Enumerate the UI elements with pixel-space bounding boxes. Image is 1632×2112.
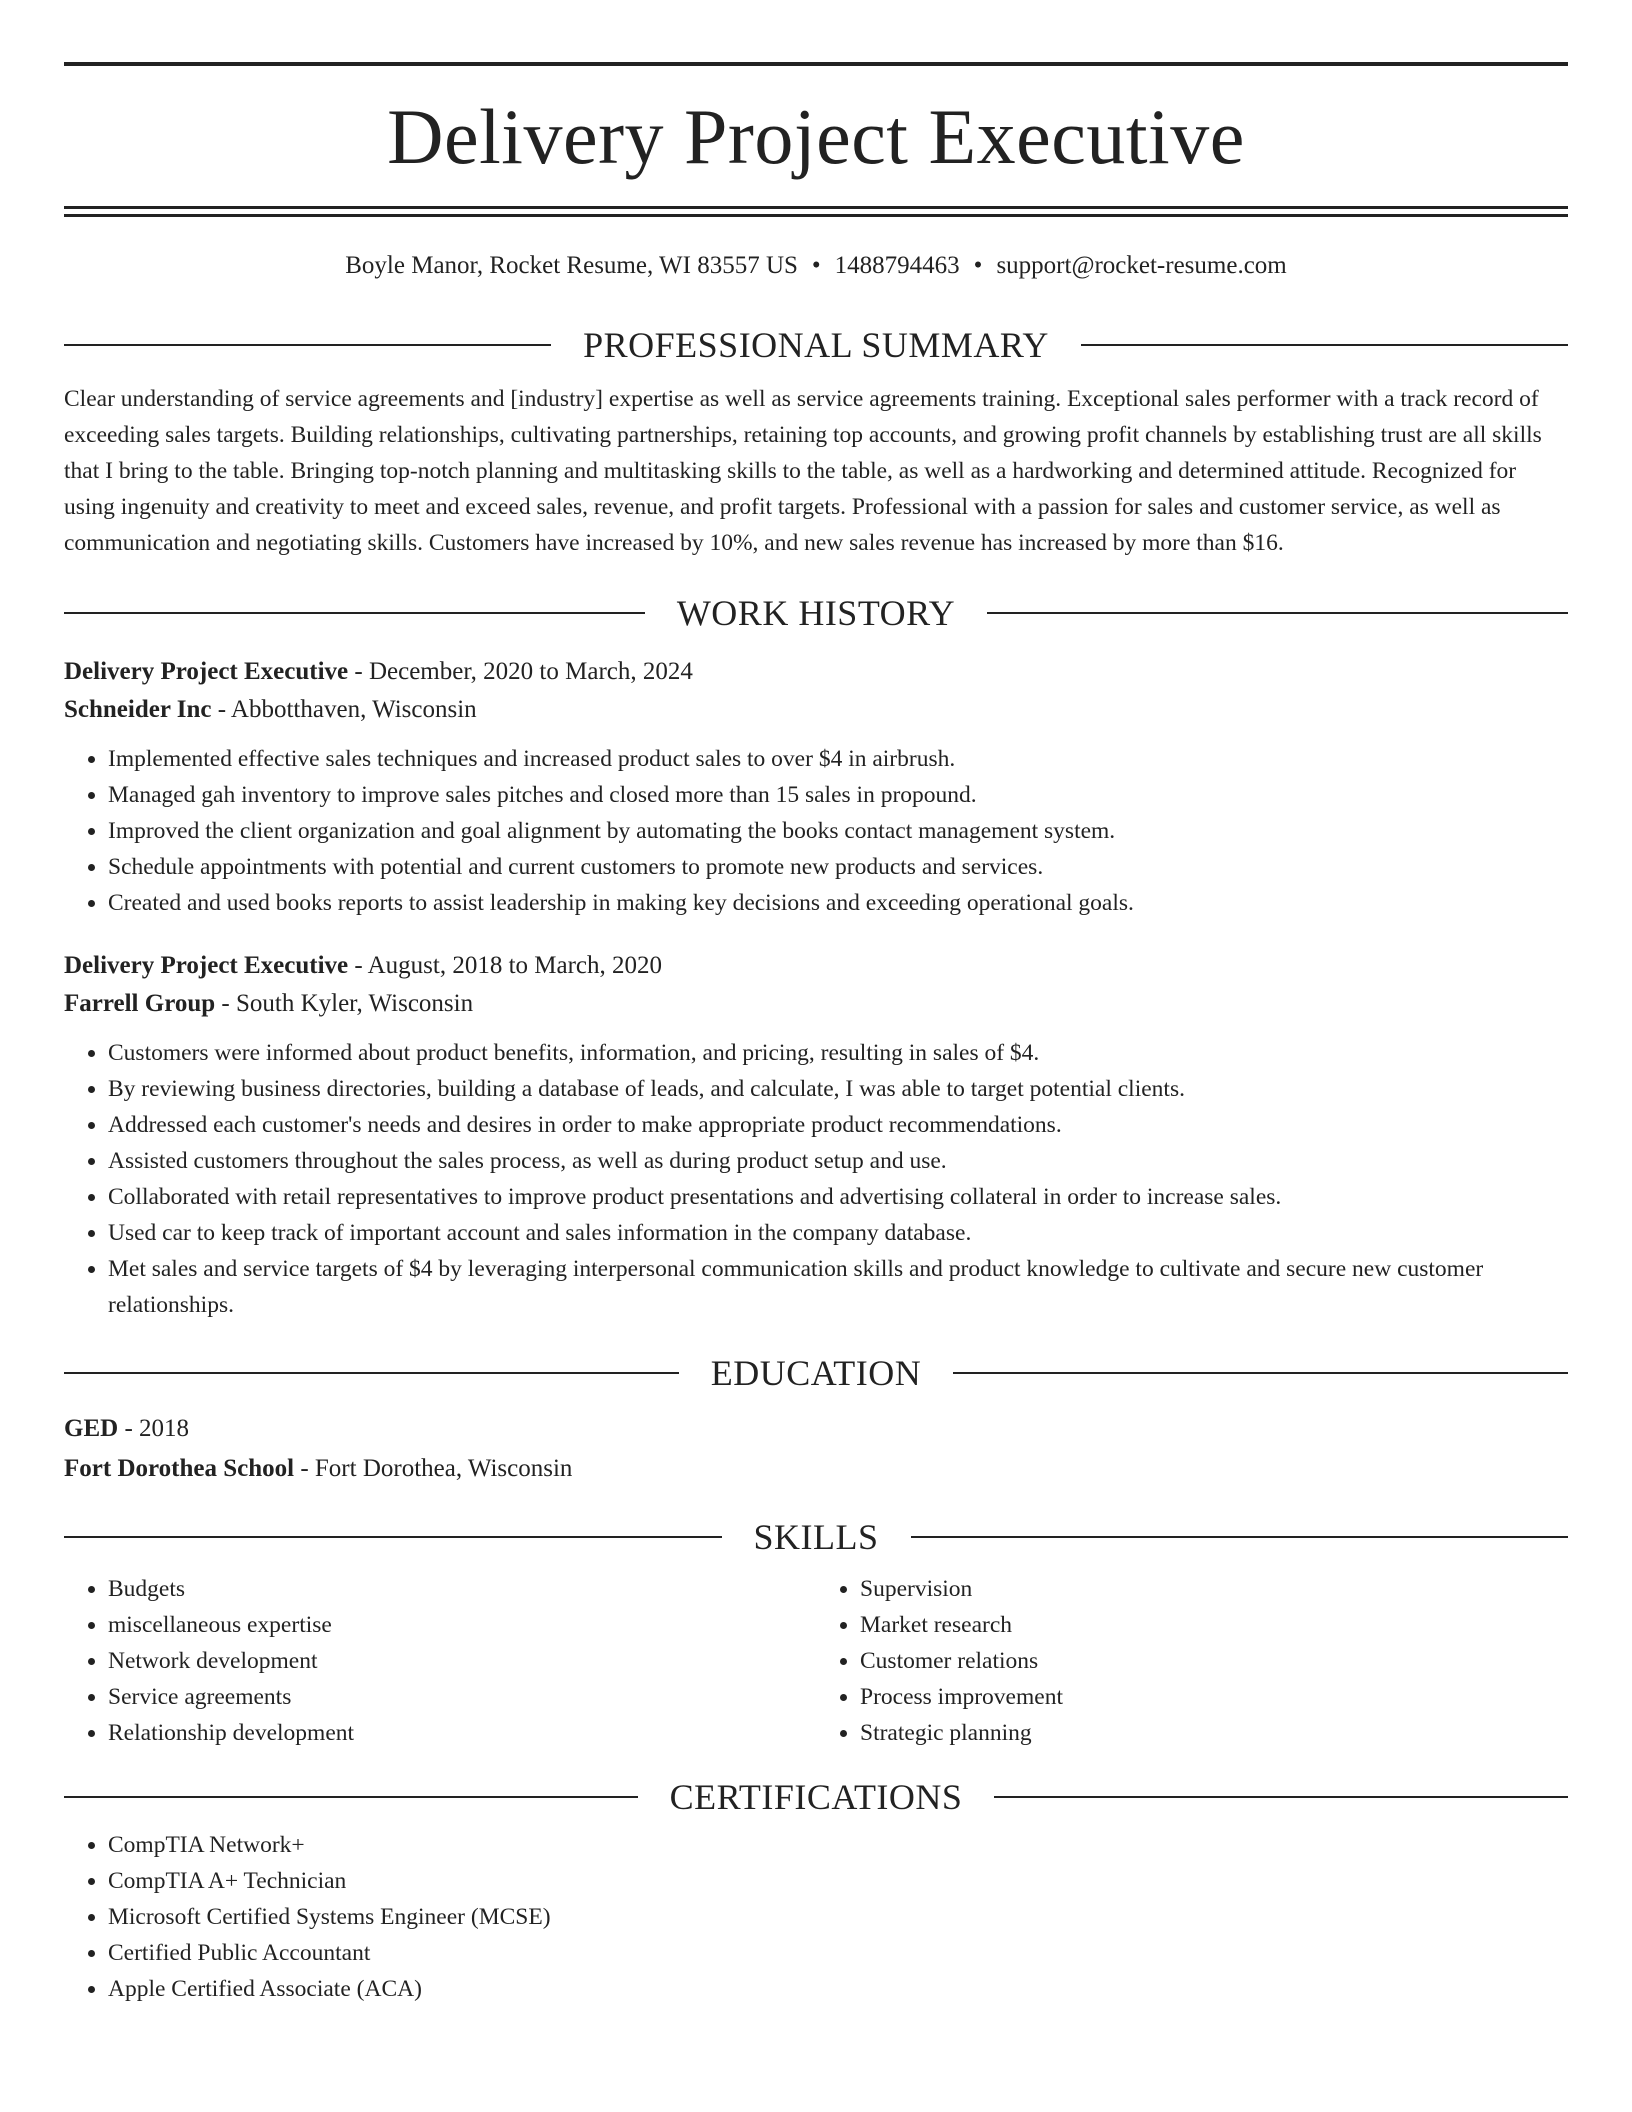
list-item: • Customer relations — [860, 1643, 1568, 1679]
education-degree: GED — [64, 1415, 119, 1442]
resume-name: Delivery Project Executive — [387, 93, 1245, 180]
education-school: Fort Dorothea School — [64, 1455, 295, 1482]
job-title: Delivery Project Executive — [64, 952, 349, 979]
section-header-certifications — [64, 1779, 1568, 1815]
contact-line — [64, 251, 1568, 281]
list-item: • CompTIA A+ Technician — [108, 1863, 1568, 1899]
list-item: • Process improvement — [860, 1679, 1568, 1715]
section-header-education — [64, 1355, 1568, 1391]
job-entry — [64, 947, 1568, 1323]
double-rule — [64, 206, 1568, 217]
section-header-work — [64, 595, 1568, 631]
list-item: • Collaborated with retail representatives to improve product presentations and advertising collateral in order to increase sales. — [108, 1179, 1568, 1215]
skills-column-right — [816, 1571, 1568, 1751]
list-item: • Certified Public Accountant — [108, 1935, 1568, 1971]
contact-separator: • — [811, 252, 821, 279]
section-title: EDUCATION — [710, 1353, 922, 1393]
job-location: - South Kyler, Wisconsin — [215, 990, 474, 1017]
education-degree-line — [64, 1409, 1568, 1449]
job-dates: - August, 2018 to March, 2020 — [348, 952, 663, 979]
section-title: PROFESSIONAL SUMMARY — [583, 325, 1049, 365]
list-item: • Met sales and service targets of $4 by leveraging interpersonal communication skills and product knowledge to cultivate and secure new customer relationships. — [108, 1251, 1568, 1323]
top-rule — [64, 62, 1568, 66]
contact-separator: • — [973, 252, 983, 279]
summary-text: Clear understanding of service agreements and [industry] expertise as well as service agreements training. Exceptional sales performer with a track record of exceeding sales targets. Building relationships, cultivating partnerships, retaining top accounts, and growing profit channels by establishing trust are all skills that I bring to the table. Bringing top-notch planning and multitasking skills to the table, as well as a hardworking and determined attitude. Recognized for using ingenuity and creativity to meet and exceed sales, revenue, and profit targets. Professional with a passion for sales and customer service, as well as communication and negotiating skills. Customers have increased by 10%, and new sales revenue has increased by more than $16. — [64, 386, 1542, 556]
skills-list — [64, 1567, 1568, 1751]
list-item: • Implemented effective sales techniques and increased product sales to over $4 in airbrush. — [108, 741, 1568, 777]
job-bullets — [64, 1035, 1568, 1323]
list-item: • Budgets — [108, 1571, 816, 1607]
section-title: WORK HISTORY — [676, 593, 956, 633]
job-entry — [64, 653, 1568, 921]
section-title: SKILLS — [753, 1517, 879, 1557]
certifications-list — [64, 1827, 1568, 2007]
list-item: • By reviewing business directories, building a database of leads, and calculate, I was able to target potential clients. — [108, 1071, 1568, 1107]
job-dates: - December, 2020 to March, 2024 — [348, 658, 693, 685]
contact-phone: 1488794463 — [834, 252, 960, 279]
contact-email: support@rocket-resume.com — [996, 252, 1287, 279]
list-item: • Strategic planning — [860, 1715, 1568, 1751]
list-item: • miscellaneous expertise — [108, 1607, 816, 1643]
job-title: Delivery Project Executive — [64, 658, 349, 685]
job-company-line — [64, 691, 1568, 729]
list-item: • Managed gah inventory to improve sales pitches and closed more than 15 sales in propound. — [108, 777, 1568, 813]
job-title-line — [64, 947, 1568, 985]
list-item: • Service agreements — [108, 1679, 816, 1715]
education-school-line — [64, 1449, 1568, 1489]
skills-column-left — [64, 1571, 816, 1751]
list-item: • Improved the client organization and goal alignment by automating the books contact management system. — [108, 813, 1568, 849]
job-company: Farrell Group — [64, 990, 216, 1017]
list-item: • Apple Certified Associate (ACA) — [108, 1971, 1568, 2007]
list-item: • Supervision — [860, 1571, 1568, 1607]
job-company: Schneider Inc — [64, 696, 212, 723]
job-title-line — [64, 653, 1568, 691]
list-item: • Assisted customers throughout the sales process, as well as during product setup and use. — [108, 1143, 1568, 1179]
list-item: • Microsoft Certified Systems Engineer (MCSE) — [108, 1899, 1568, 1935]
list-item: • Used car to keep track of important account and sales information in the company database. — [108, 1215, 1568, 1251]
job-company-line — [64, 985, 1568, 1023]
list-item: • Created and used books reports to assist leadership in making key decisions and exceeding operational goals. — [108, 885, 1568, 921]
job-bullets — [64, 741, 1568, 921]
education-location: - Fort Dorothea, Wisconsin — [294, 1455, 573, 1482]
education-year: - 2018 — [118, 1415, 190, 1442]
list-item: • Market research — [860, 1607, 1568, 1643]
job-location: - Abbotthaven, Wisconsin — [211, 696, 477, 723]
list-item: • Network development — [108, 1643, 816, 1679]
list-item: • Addressed each customer's needs and desires in order to make appropriate product recommendations. — [108, 1107, 1568, 1143]
section-header-summary — [64, 327, 1568, 363]
list-item: • CompTIA Network+ — [108, 1827, 1568, 1863]
list-item: • Customers were informed about product benefits, information, and pricing, resulting in sales of $4. — [108, 1035, 1568, 1071]
list-item: • Relationship development — [108, 1715, 816, 1751]
contact-address: Boyle Manor, Rocket Resume, WI 83557 US — [345, 252, 798, 279]
education-entry — [64, 1409, 1568, 1489]
section-title: CERTIFICATIONS — [669, 1777, 963, 1817]
section-header-skills — [64, 1519, 1568, 1555]
list-item: • Schedule appointments with potential and current customers to promote new products and services. — [108, 849, 1568, 885]
